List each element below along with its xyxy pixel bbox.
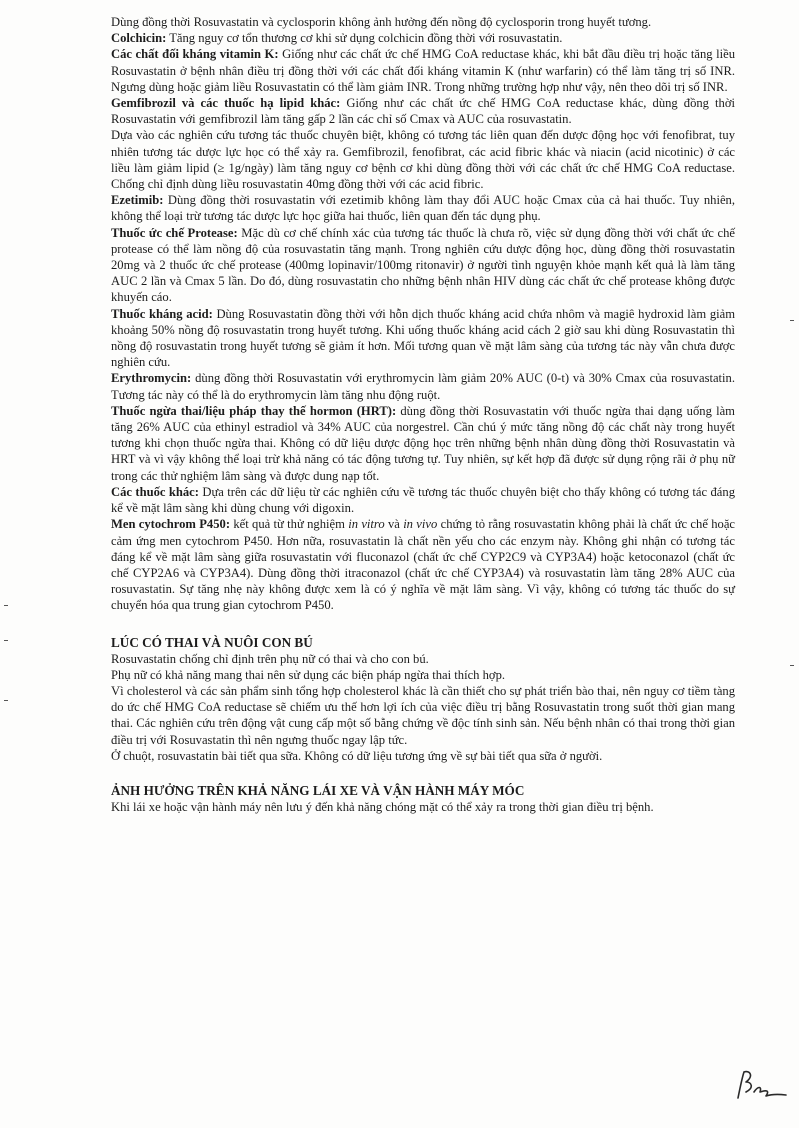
interaction-paragraph <box>111 46 735 95</box>
drug-interactions-section <box>111 14 735 614</box>
paragraph-text: chứng tỏ rằng rosuvastatin không phải là chất ức chế hoặc cảm ứng men cytochrom P450. Hơn nữa, rosuvastatin là chất nền yếu cho các enzym này. Không ghi nhận có tương tác đáng kể về mặt lâm sàng giữa rosuvastatin với fluconazol (chất ức chế CYP2C9 và CYP3A4) hoặc ketoconazol (chất ức chế CYP2A6 và CYP3A4). Dùng đồng thời itraconazol (chất ức chế CYP3A4) và rosuvastatin làm tăng 28% AUC của rosuvastatin. Sự tăng nhẹ này không được xem là có ý nghĩa về mặt lâm sàng. Vì vậy, không có tương tác thuốc do sự chuyển hóa qua trung gian cytochrom P450. <box>111 517 736 613</box>
interaction-paragraph <box>111 192 735 224</box>
interaction-paragraph <box>111 516 735 613</box>
scan-edge-mark <box>4 700 8 701</box>
scan-edge-mark <box>4 640 8 641</box>
paragraph-text: dùng đồng thời Rosuvastatin với thuốc ngừa thai dạng uống làm tăng 26% AUC của ethinyl estradiol và 34% AUC của norgestrel. Cần chú ý mức tăng nồng độ các chất này trong huyết tương khi chọn thuốc ngừa thai. Không có dữ liệu dược động học trên những bệnh nhân dùng đồng thời Rosuvastatin và HRT và vì vậy không thể loại trừ khả năng có tác động tương tự. Tuy nhiên, sự kết hợp đã được sử dụng rộng rãi ở phụ nữ trong các thử nghiệm lâm sàng và được dung nạp tốt. <box>111 403 735 483</box>
paragraph-heading: Ezetimib: <box>111 193 164 208</box>
paragraph-heading: Gemfibrozil và các thuốc hạ lipid khác: <box>111 96 341 111</box>
paragraph-text: Giống như các chất ức chế HMG CoA reductase khác, dùng đồng thời Rosuvastatin với gemfibrozil làm tăng gấp 2 lần các chỉ số Cmax và AUC của rosuvastatin. <box>111 96 735 127</box>
interaction-paragraph <box>111 370 735 402</box>
pregnancy-paragraph: Rosuvastatin chống chỉ định trên phụ nữ có thai và cho con bú. <box>111 651 429 666</box>
document-body <box>111 14 735 815</box>
italic-term: in vitro <box>348 517 385 532</box>
driving-section <box>111 799 735 815</box>
paragraph-heading: Các chất đối kháng vitamin K: <box>111 47 279 62</box>
interaction-paragraph <box>111 30 735 46</box>
paragraph-text: và <box>384 517 404 532</box>
scan-edge-mark <box>790 665 794 666</box>
paragraph-heading: Colchicin: <box>111 31 167 46</box>
paragraph-text: Dùng đồng thời rosuvastatin với ezetimib không làm thay đổi AUC hoặc Cmax của cả hai thuốc. Tuy nhiên, không thể loại trừ tương tác dược lực học giữa hai thuốc, liên quan đến tác dụng phụ. <box>111 193 735 224</box>
handwritten-signature <box>732 1068 792 1102</box>
paragraph-text: Giống như các chất ức chế HMG CoA reductase khác, khi bắt đầu điều trị hoặc tăng liều Rosuvastatin ở bệnh nhân điều trị đồng thời với các chất đối kháng vitamin K (như warfarin) có thể làm tăng trị số INR. Ngưng dùng hoặc giảm liều Rosuvastatin có thể làm giảm INR. Trong những trường hợp như vậy, nên theo dõi trị số INR. <box>111 47 735 94</box>
interaction-paragraph <box>111 225 735 306</box>
paragraph-text: Mặc dù cơ chế chính xác của tương tác thuốc là chưa rõ, việc sử dụng đồng thời với chất ức chế protease có thể làm nồng độ của rosuvastatin tăng mạnh. Trong nghiên cứu dược động học, dùng đồng thời rosuvastatin 20mg và 2 thuốc ức chế protease (400mg lopinavir/100mg ritonavir) ở người tình nguyện khỏe mạnh kết quả là làm tăng AUC 2 lần và Cmax 5 lần. Do đó, dùng rosuvastatin cho những bệnh nhân HIV dùng các chất ức chế protease không được khuyến cáo. <box>111 225 736 305</box>
paragraph-text: Dựa vào các nghiên cứu tương tác thuốc chuyên biệt, không có tương tác liên quan đến dược động học với fenofibrat, tuy nhiên tương tác dược lực học có thể xảy ra. Gemfibrozil, fenofibrat, các acid fibric khác và niacin (acid nicotinic) ở các liều làm giảm lipid (≥ 1g/ngày) làm tăng nguy cơ bệnh cơ khi dùng đồng thời với các chất ức chế HMG CoA reductase. Chống chỉ định dùng liều rosuvastatin 40mg đồng thời với các acid fibric. <box>111 128 735 192</box>
interaction-paragraph <box>111 95 735 127</box>
paragraph-heading: Thuốc ngừa thai/liệu pháp thay thế hormon (HRT): <box>111 403 397 418</box>
paragraph-heading: Thuốc kháng acid: <box>111 306 213 321</box>
pregnancy-section <box>111 651 735 764</box>
scan-edge-mark <box>790 320 794 321</box>
paragraph-heading: Erythromycin: <box>111 371 192 386</box>
italic-term: in vivo <box>403 517 438 532</box>
paragraph-text: dùng đồng thời Rosuvastatin với erythromycin làm giảm 20% AUC (0-t) và 30% Cmax của rosuvastatin. Tương tác này có thể là do erythromycin làm tăng nhu động ruột. <box>111 371 735 402</box>
pregnancy-paragraph: Ở chuột, rosuvastatin bài tiết qua sữa. Không có dữ liệu tương ứng về sự bài tiết qua sữa ở người. <box>111 748 603 763</box>
paragraph-heading: Men cytochrom P450: <box>111 517 231 532</box>
paragraph-heading: Thuốc ức chế Protease: <box>111 225 238 240</box>
interaction-paragraph <box>111 127 735 192</box>
interaction-paragraph <box>111 403 735 484</box>
interaction-paragraph <box>111 14 735 30</box>
paragraph-text: Dùng Rosuvastatin đồng thời với hỗn dịch thuốc kháng acid chứa nhôm và magiê hydroxid làm giảm khoảng 50% nồng độ rosuvastatin trong huyết tương. Khi uống thuốc kháng acid cách 2 giờ sau khi dùng Rosuvastatin thì nồng độ rosuvastatin trong huyết tương sẽ giảm ít hơn. Mối tương quan về mặt lâm sàng của tương tác này vẫn chưa được nghiên cứu. <box>111 306 736 370</box>
driving-section-title: ẢNH HƯỞNG TRÊN KHẢ NĂNG LÁI XE VÀ VẬN HÀNH MÁY MÓC <box>111 782 525 798</box>
pregnancy-paragraph: Vì cholesterol và các sản phẩm sinh tổng hợp cholesterol khác là cần thiết cho sự phát triển bào thai, nên nguy cơ tiềm tàng do ức chế HMG CoA reductase sẽ chiếm ưu thế hơn lợi ích của việc điều trị bằng Rosuvastatin trong suốt thời gian mang thai. Các nghiên cứu trên động vật cung cấp một số bằng chứng về độc tính sinh sản. Nếu bệnh nhân có thai trong thời gian điều trị với Rosuvastatin thì nên ngưng thuốc ngay lập tức. <box>111 683 735 747</box>
paragraph-text: kết quả từ thử nghiệm <box>230 517 349 532</box>
paragraph-text: Tăng nguy cơ tổn thương cơ khi sử dụng colchicin đồng thời với rosuvastatin. <box>166 31 563 46</box>
interaction-paragraph <box>111 484 735 516</box>
pregnancy-section-title: LÚC CÓ THAI VÀ NUÔI CON BÚ <box>111 634 313 650</box>
paragraph-text: Dùng đồng thời Rosuvastatin và cyclosporin không ảnh hưởng đến nồng độ cyclosporin trong huyết tương. <box>111 15 652 29</box>
scan-edge-mark <box>4 605 8 606</box>
interaction-paragraph <box>111 306 735 371</box>
driving-paragraph: Khi lái xe hoặc vận hành máy nên lưu ý đến khả năng chóng mặt có thể xảy ra trong thời gian điều trị bệnh. <box>111 799 654 814</box>
paragraph-heading: Các thuốc khác: <box>111 484 199 499</box>
paragraph-text: Dựa trên các dữ liệu từ các nghiên cứu về tương tác thuốc chuyên biệt cho thấy không có tương tác đáng kể về mặt lâm sàng khi dùng chung với digoxin. <box>111 484 735 516</box>
pregnancy-paragraph: Phụ nữ có khả năng mang thai nên sử dụng các biện pháp ngừa thai thích hợp. <box>111 667 506 682</box>
